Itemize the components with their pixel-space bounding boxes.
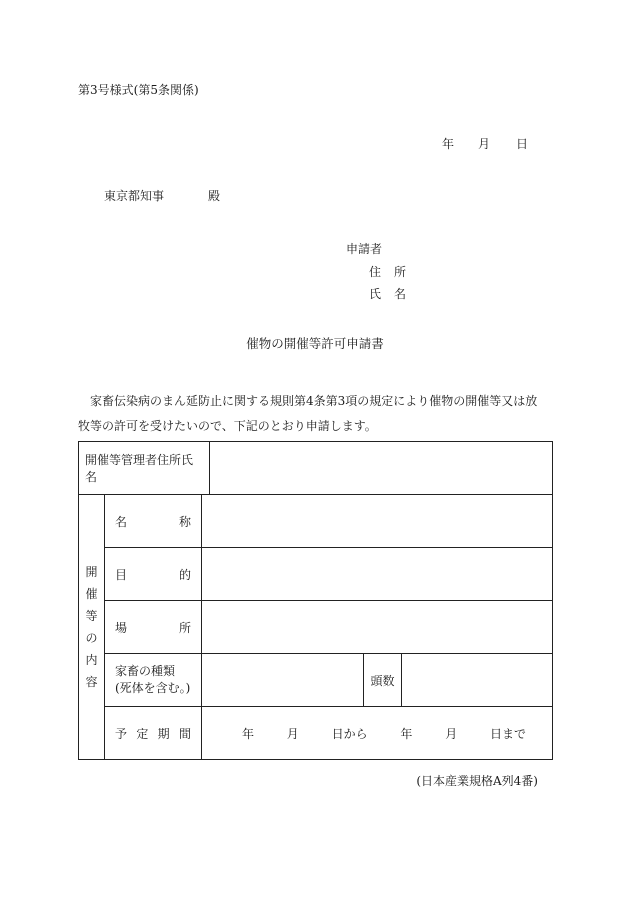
addressee-name: 東京都知事 xyxy=(104,189,165,203)
purpose-row xyxy=(79,548,553,601)
date-line xyxy=(442,135,528,152)
date-year-label: 年 xyxy=(442,137,455,151)
document-title: 催物の開催等許可申請書 xyxy=(246,336,384,351)
body-text: 家畜伝染病のまん延防止に関する規則第4条第3項の規定により催物の開催等又は放牧等の許可を受けたいので、下記のとおり申請します。 xyxy=(78,394,538,433)
paper-size-note: (日本産業規格A列4番) xyxy=(416,774,538,788)
schedule-row xyxy=(79,707,553,760)
form-number: 第3号様式(第5条関係) xyxy=(78,83,199,97)
name-label: 名 称 xyxy=(105,495,202,548)
purpose-label: 目 的 xyxy=(105,548,202,601)
addressee-honorific: 殿 xyxy=(208,189,221,203)
applicant-name-label: 氏 名 xyxy=(369,287,407,301)
livestock-row xyxy=(79,654,553,707)
manager-label: 開催等管理者住所氏名 xyxy=(79,442,210,495)
schedule-label: 予 定 期 間 xyxy=(105,707,202,760)
applicant-label: 申請者 xyxy=(346,242,383,256)
livestock-type-field[interactable] xyxy=(202,654,364,707)
schedule-end-month: 月 xyxy=(445,726,458,741)
schedule-end-year: 年 xyxy=(400,726,413,741)
schedule-end-day: 日まで xyxy=(489,726,526,741)
schedule-start-month: 月 xyxy=(286,726,299,741)
addressee xyxy=(104,187,220,204)
place-label: 場 所 xyxy=(105,601,202,654)
head-count-label: 頭数 xyxy=(364,654,402,707)
schedule-start-day: 日から xyxy=(331,726,368,741)
purpose-field[interactable] xyxy=(202,548,553,601)
manager-field[interactable] xyxy=(210,442,553,495)
date-day-label: 日 xyxy=(516,137,529,151)
place-row xyxy=(79,601,553,654)
schedule-field[interactable] xyxy=(202,707,553,760)
name-row xyxy=(79,495,553,548)
head-count-field[interactable] xyxy=(402,654,553,707)
application-table xyxy=(78,441,553,760)
name-field[interactable] xyxy=(202,495,553,548)
schedule-start-year: 年 xyxy=(242,726,255,741)
date-month-label: 月 xyxy=(478,137,491,151)
manager-row xyxy=(79,442,553,495)
applicant-address-label: 住 所 xyxy=(369,265,407,279)
place-field[interactable] xyxy=(202,601,553,654)
section-label: 開 催 等 の 内 容 xyxy=(79,495,105,760)
livestock-label: 家畜の種類(死体を含む。) xyxy=(105,654,202,707)
